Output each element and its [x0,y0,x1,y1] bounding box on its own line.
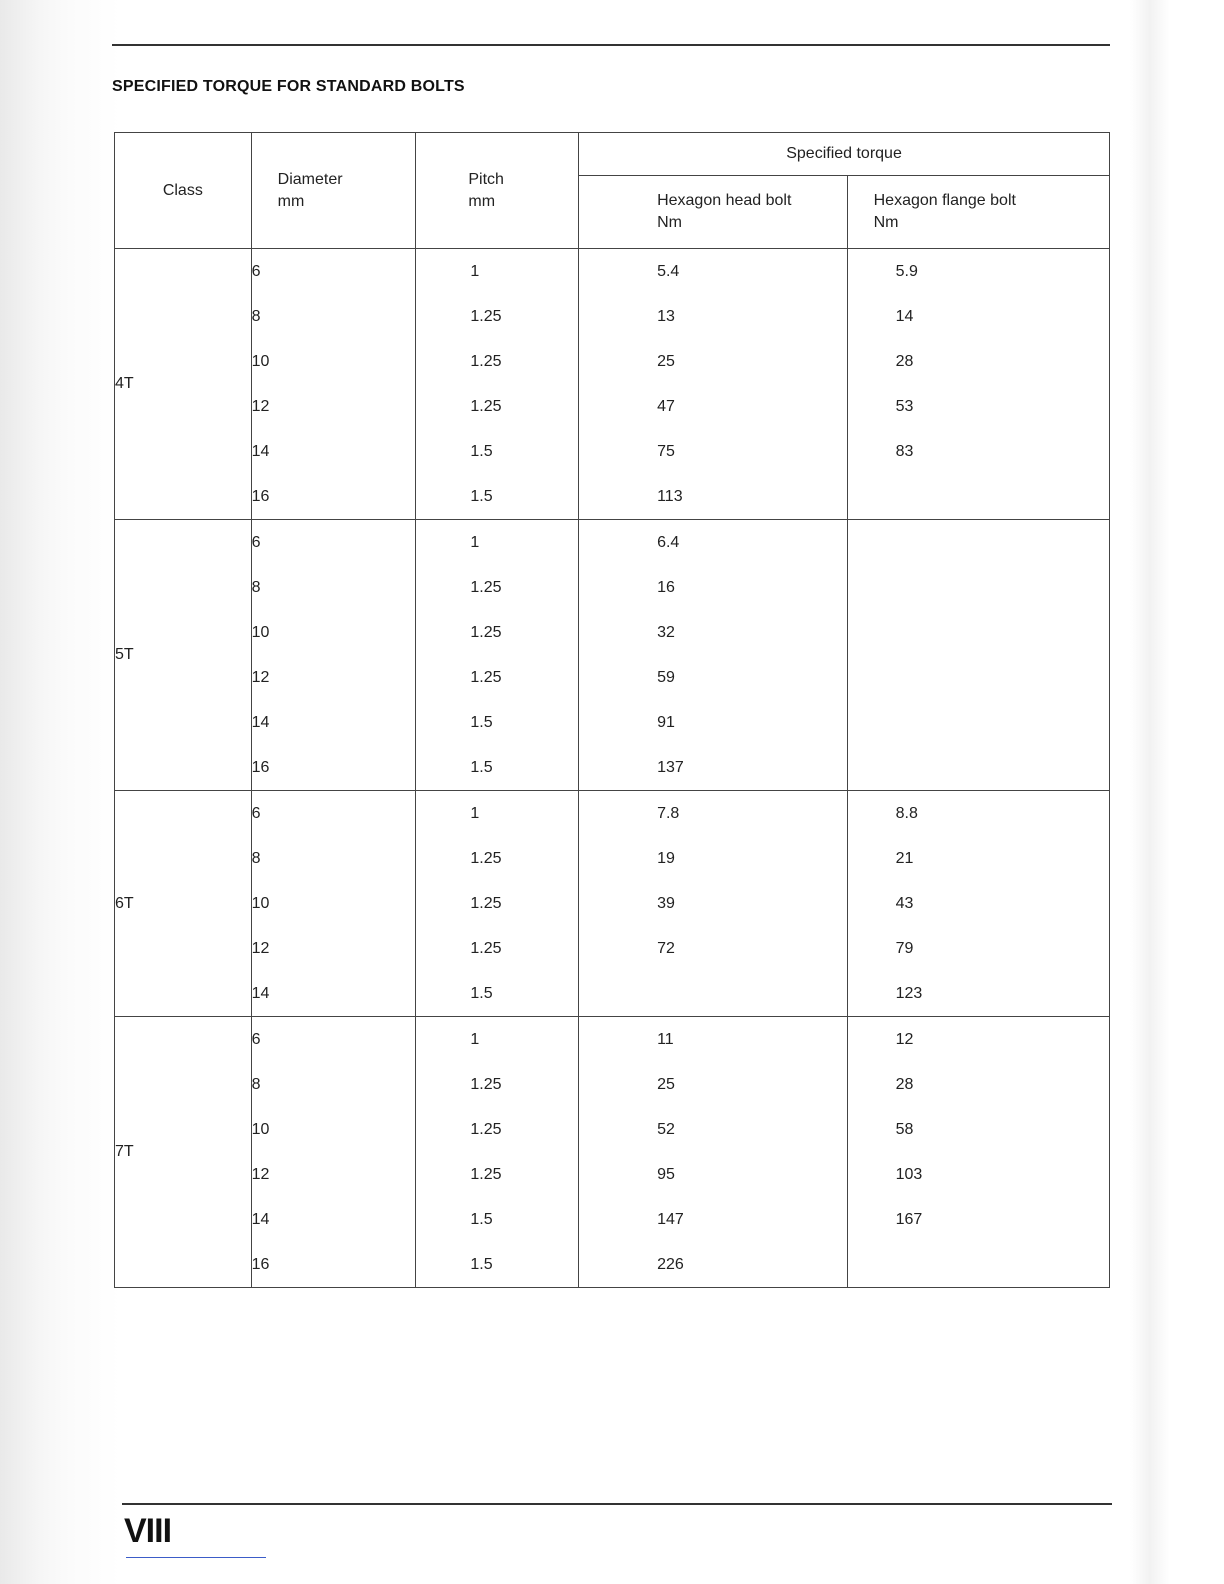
cell-pitch: 1 [416,520,579,566]
page-number: VIII [124,1512,172,1550]
cell-hex-head: 16 [579,565,848,610]
header-pitch-label: Pitch [468,170,504,188]
table-row [115,474,1110,520]
cell-hex-flange [847,474,1109,520]
cell-class: 7T [115,1017,252,1288]
table-row [115,1197,1110,1242]
cell-pitch: 1.5 [416,1242,579,1288]
cell-class: 5T [115,520,252,791]
table-row [115,384,1110,429]
cell-hex-flange: 8.8 [847,791,1109,837]
cell-hex-flange: 43 [847,881,1109,926]
cell-hex-flange: 21 [847,836,1109,881]
cell-hex-head: 75 [579,429,848,474]
cell-diameter: 10 [251,881,416,926]
cell-hex-head: 5.4 [579,249,848,295]
cell-hex-head: 25 [579,1062,848,1107]
table-row [115,294,1110,339]
cell-pitch: 1.25 [416,655,579,700]
bottom-rule [122,1503,1112,1505]
table-row [115,745,1110,791]
cell-diameter: 6 [251,791,416,837]
cell-hex-flange: 167 [847,1197,1109,1242]
cell-hex-head: 25 [579,339,848,384]
cell-pitch: 1.5 [416,429,579,474]
cell-diameter: 10 [251,610,416,655]
cell-hex-head: 113 [579,474,848,520]
cell-pitch: 1 [416,249,579,295]
cell-pitch: 1.5 [416,971,579,1017]
cell-hex-head: 39 [579,881,848,926]
cell-diameter: 16 [251,1242,416,1288]
table-row [115,655,1110,700]
cell-pitch: 1.5 [416,1197,579,1242]
cell-diameter: 6 [251,520,416,566]
cell-diameter: 6 [251,1017,416,1063]
table-row [115,429,1110,474]
cell-class: 6T [115,791,252,1017]
cell-pitch: 1.25 [416,339,579,384]
cell-hex-flange [847,655,1109,700]
cell-diameter: 12 [251,655,416,700]
table-row [115,791,1110,837]
cell-hex-flange [847,565,1109,610]
cell-diameter: 12 [251,384,416,429]
cell-hex-flange [847,610,1109,655]
cell-pitch: 1.25 [416,926,579,971]
cell-diameter: 16 [251,745,416,791]
table-row [115,1242,1110,1288]
header-hex-flange-unit: Nm [873,214,899,231]
cell-pitch: 1 [416,1017,579,1063]
cell-hex-flange: 83 [847,429,1109,474]
header-diameter-unit: mm [277,192,305,210]
footer-link-underline [126,1557,266,1558]
table-row [115,881,1110,926]
table-row [115,339,1110,384]
table-row [115,1062,1110,1107]
cell-pitch: 1.25 [416,294,579,339]
cell-hex-flange [847,745,1109,791]
cell-pitch: 1.25 [416,836,579,881]
cell-pitch: 1.25 [416,610,579,655]
table-row [115,249,1110,295]
cell-pitch: 1.25 [416,384,579,429]
table-row [115,971,1110,1017]
table-row [115,700,1110,745]
cell-hex-flange: 28 [847,1062,1109,1107]
cell-diameter: 12 [251,1152,416,1197]
cell-hex-head: 47 [579,384,848,429]
top-rule [112,44,1110,46]
cell-hex-head: 7.8 [579,791,848,837]
cell-pitch: 1.25 [416,1107,579,1152]
cell-hex-flange: 14 [847,294,1109,339]
page-heading: SPECIFIED TORQUE FOR STANDARD BOLTS [112,78,465,95]
cell-hex-head: 137 [579,745,848,791]
table-row [115,926,1110,971]
cell-pitch: 1.25 [416,1152,579,1197]
header-hex-head-unit: Nm [657,214,682,231]
cell-hex-head: 72 [579,926,848,971]
cell-hex-flange: 5.9 [847,249,1109,295]
cell-hex-head: 19 [579,836,848,881]
cell-diameter: 14 [251,971,416,1017]
cell-hex-flange [847,520,1109,566]
table-row [115,836,1110,881]
table-row [115,1107,1110,1152]
cell-hex-head: 6.4 [579,520,848,566]
cell-hex-flange [847,700,1109,745]
table-row [115,1017,1110,1063]
header-hex-flange-label: Hexagon flange bolt [873,192,1016,209]
table-row [115,610,1110,655]
cell-diameter: 6 [251,249,416,295]
cell-class: 4T [115,249,252,520]
cell-hex-head: 11 [579,1017,848,1063]
header-diameter [251,133,416,249]
cell-pitch: 1.25 [416,881,579,926]
cell-hex-head: 95 [579,1152,848,1197]
header-specified-torque: Specified torque [579,133,1110,176]
cell-diameter: 14 [251,1197,416,1242]
cell-diameter: 12 [251,926,416,971]
cell-hex-head: 13 [579,294,848,339]
cell-hex-head: 32 [579,610,848,655]
cell-pitch: 1.25 [416,565,579,610]
cell-hex-head [579,971,848,1017]
cell-pitch: 1.25 [416,1062,579,1107]
cell-hex-flange: 103 [847,1152,1109,1197]
cell-hex-flange: 58 [847,1107,1109,1152]
cell-hex-flange [847,1242,1109,1288]
header-diameter-label: Diameter [277,170,343,188]
cell-hex-flange: 12 [847,1017,1109,1063]
torque-table [114,132,1110,1288]
table-row [115,565,1110,610]
cell-hex-flange: 53 [847,384,1109,429]
cell-hex-flange: 123 [847,971,1109,1017]
header-hex-head [579,176,848,249]
cell-diameter: 14 [251,429,416,474]
cell-diameter: 8 [251,1062,416,1107]
cell-diameter: 8 [251,294,416,339]
cell-diameter: 14 [251,700,416,745]
cell-hex-head: 91 [579,700,848,745]
table-row [115,520,1110,566]
cell-pitch: 1 [416,791,579,837]
cell-diameter: 16 [251,474,416,520]
cell-diameter: 8 [251,565,416,610]
cell-pitch: 1.5 [416,745,579,791]
cell-hex-head: 226 [579,1242,848,1288]
header-hex-flange [847,176,1109,249]
header-pitch-unit: mm [468,192,496,210]
header-class: Class [115,133,252,249]
cell-hex-flange: 28 [847,339,1109,384]
cell-diameter: 8 [251,836,416,881]
cell-diameter: 10 [251,339,416,384]
cell-hex-head: 59 [579,655,848,700]
header-hex-head-label: Hexagon head bolt [657,192,792,209]
cell-diameter: 10 [251,1107,416,1152]
table-row [115,1152,1110,1197]
cell-hex-head: 147 [579,1197,848,1242]
header-pitch [416,133,579,249]
cell-hex-head: 52 [579,1107,848,1152]
cell-pitch: 1.5 [416,474,579,520]
cell-hex-flange: 79 [847,926,1109,971]
torque-table-body [115,249,1110,1288]
cell-pitch: 1.5 [416,700,579,745]
